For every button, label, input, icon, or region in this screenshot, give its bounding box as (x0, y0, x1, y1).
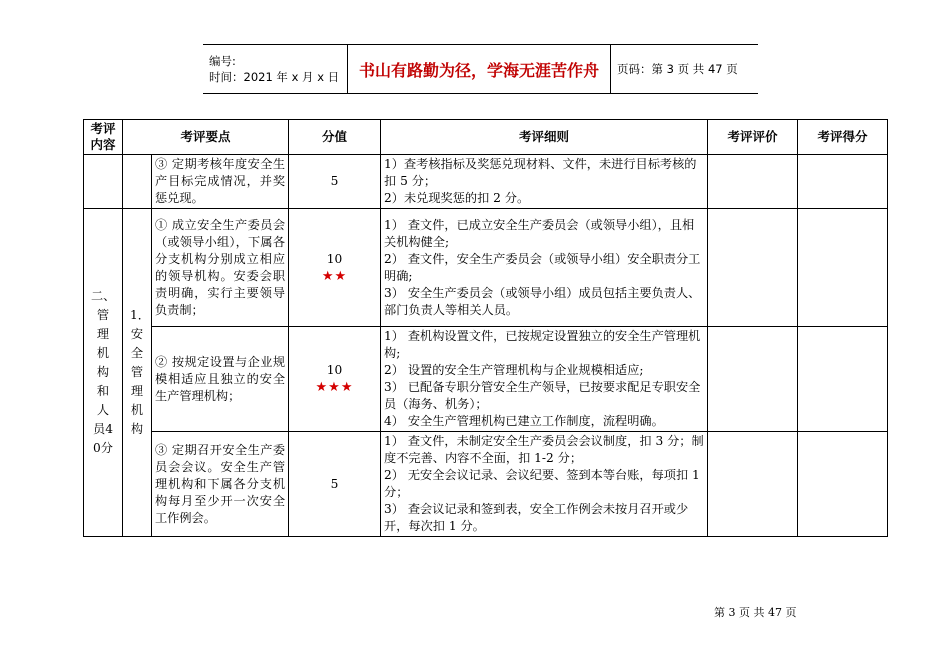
table-row (84, 155, 888, 209)
score-cell: 5 (289, 155, 381, 209)
evaluation-cell (708, 155, 798, 209)
sub-category-cell: 1．安全管理机构 (123, 209, 152, 537)
rules-cell: 1） 查文件，未制定安全生产委员会会议制度，扣 3 分；制度不完善、内容不全面，扣 1-2 分； 2） 无安全会议记录、会议纪要、签到本等台账，每项扣 1 分； 3） 查会议记录和签到表，安全工作例会未按月召开或少开，每次扣 1 分。 (381, 432, 708, 537)
table-row (84, 209, 888, 327)
header-evaluation: 考评评价 (708, 120, 798, 155)
header-rules: 考评细则 (381, 120, 708, 155)
category-cell: 二、管理机构和人员40分 (84, 209, 123, 537)
table-header-row (84, 120, 888, 155)
table-row (84, 432, 888, 537)
header-meta (203, 45, 348, 94)
stars-rating: ★★★ (315, 380, 354, 395)
point-cell: ③ 定期召开安全生产委员会会议。安全生产管理机构和下属各分支机构每月至少开一次安全工作例会。 (152, 432, 289, 537)
header-points: 考评要点 (123, 120, 289, 155)
score-cell: 5 (289, 432, 381, 537)
motto: 书山有路勤为径，学海无涯苦作舟 (348, 45, 611, 94)
evaluation-cell (708, 432, 798, 537)
stars-rating: ★★ (321, 268, 348, 284)
empty-cell (123, 155, 152, 209)
point-cell: ③ 定期考核年度安全生产目标完成情况，并奖惩兑现。 (152, 155, 289, 209)
header-result: 考评得分 (798, 120, 888, 155)
header-content: 考评内容 (84, 120, 123, 155)
document-header (203, 44, 758, 94)
score-cell: 10 ★★★ (289, 327, 381, 432)
result-cell (798, 327, 888, 432)
result-cell (798, 432, 888, 537)
evaluation-cell (708, 327, 798, 432)
page-label: 页码：第 3 页 共 47 页 (611, 45, 759, 94)
rules-cell: 1）查考核指标及奖惩兑现材料、文件，未进行目标考核的扣 5 分； 2）未兑现奖惩的扣 2 分。 (381, 155, 708, 209)
time-label: 时间：2021 年 x 月 x 日 (209, 70, 340, 84)
table-row (84, 327, 888, 432)
point-cell: ② 按规定设置与企业规模相适应且独立的安全生产管理机构； (152, 327, 289, 432)
point-cell: ① 成立安全生产委员会（或领导小组），下属各分支机构分别成立相应的领导机构。安委会职责明确，实行主要领导负责制； (152, 209, 289, 327)
empty-cell (84, 155, 123, 209)
rules-cell: 1） 查文件，已成立安全生产委员会（或领导小组），且相关机构健全; 2） 查文件，安全生产委员会（或领导小组）安全职责分工明确; 3） 安全生产委员会（或领导小组）成员包括主要负责人、部门负责人等相关人员。 (381, 209, 708, 327)
evaluation-cell (708, 209, 798, 327)
number-label: 编号: (209, 54, 236, 68)
rules-cell: 1） 查机构设置文件，已按规定设置独立的安全生产管理机构; 2） 设置的安全生产管理机构与企业规模相适应; 3） 已配备专职分管安全生产领导，已按要求配足专职安全员（海务、机务）； 4） 安全生产管理机构已建立工作制度，流程明确。 (381, 327, 708, 432)
evaluation-table (83, 119, 888, 537)
score-cell: 10 ★★ (289, 209, 381, 327)
result-cell (798, 209, 888, 327)
header-score: 分值 (289, 120, 381, 155)
page-footer: 第 3 页 共 47 页 (714, 606, 797, 619)
result-cell (798, 155, 888, 209)
